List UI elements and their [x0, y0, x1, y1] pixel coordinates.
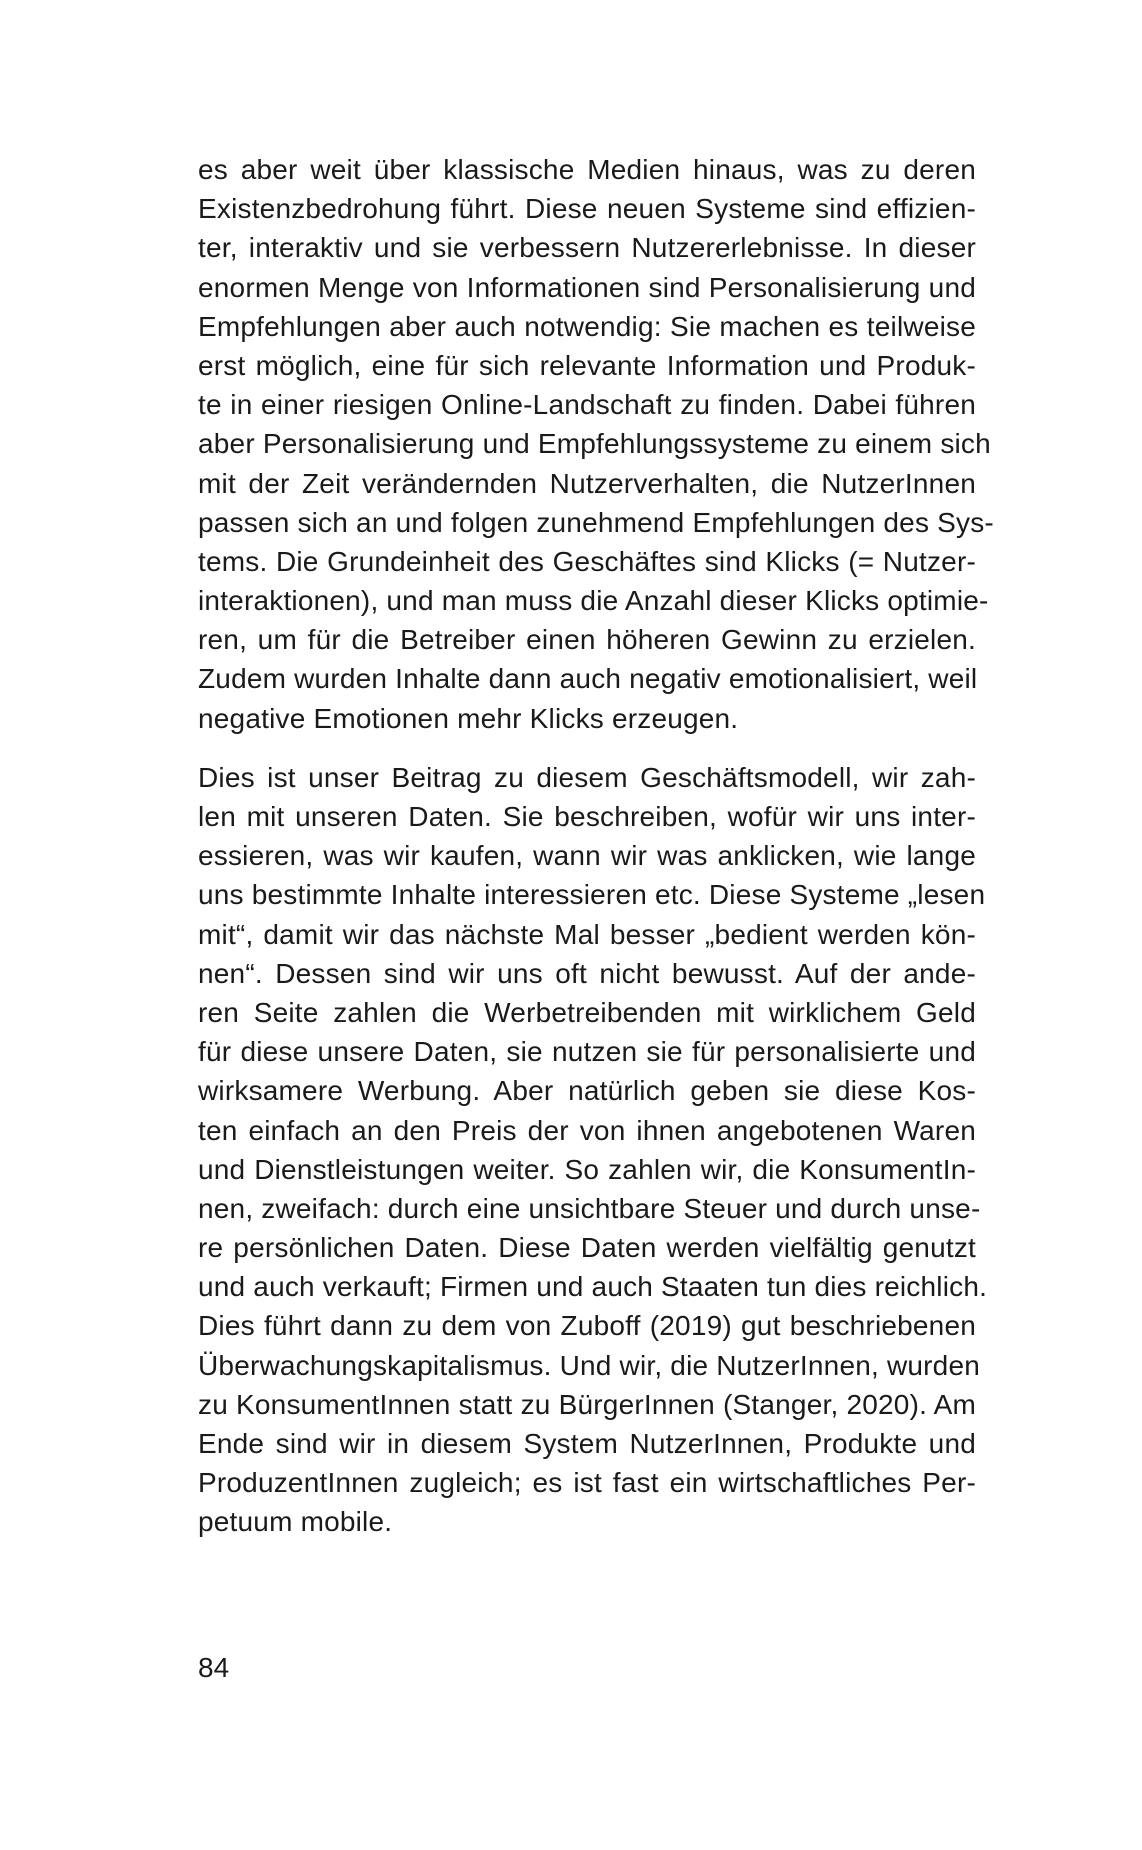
text-line: ten einfach an den Preis der von ihnen angebotenen Waren	[198, 1114, 976, 1146]
text-line: wirksamere Werbung. Aber natürlich geben sie diese Kos-	[198, 1075, 976, 1107]
text-line: enormen Menge von Informationen sind Personalisierung und	[198, 271, 976, 303]
text-line: uns bestimmte Inhalte interessieren etc. Diese Systeme „lesen	[198, 879, 986, 911]
text-line: len mit unseren Daten. Sie beschreiben, wofür wir uns inter-	[198, 801, 976, 832]
text-line: tems. Die Grundeinheit des Geschäftes sind Klicks (= Nutzer-	[198, 545, 976, 577]
text-line: Existenzbedrohung führt. Diese neuen Systeme sind effizien-	[198, 193, 976, 225]
text-line: mit der Zeit verändernden Nutzerverhalten, die NutzerInnen	[198, 467, 976, 499]
text-line: passen sich an und folgen zunehmend Empfehlungen des Sys-	[198, 506, 994, 538]
text-line: aber Personalisierung und Empfehlungssysteme zu einem sich	[198, 428, 991, 460]
text-line: Überwachungskapitalismus. Und wir, die NutzerInnen, wurden	[198, 1349, 980, 1381]
text-line: und Dienstleistungen weiter. So zahlen wir, die KonsumentIn-	[198, 1153, 976, 1185]
text-line: te in einer riesigen Online-Landschaft zu finden. Dabei führen	[198, 389, 976, 421]
text-line: erst möglich, eine für sich relevante Information und Produk-	[198, 349, 976, 381]
text-line: interaktionen), und man muss die Anzahl dieser Klicks optimie-	[198, 585, 989, 617]
page-number: 84	[198, 1652, 230, 1683]
text-line: es aber weit über klassische Medien hinaus, was zu deren	[198, 154, 976, 185]
text-line: ren Seite zahlen die Werbetreibenden mit wirklichem Geld	[198, 996, 976, 1028]
text-line: und auch verkauft; Firmen und auch Staaten tun dies reichlich.	[198, 1271, 988, 1303]
text-line: essieren, was wir kaufen, wann wir was anklicken, wie lange	[198, 840, 976, 872]
text-line: petuum mobile.	[198, 1506, 393, 1538]
text-line: nen“. Dessen sind wir uns oft nicht bewusst. Auf der ande-	[198, 957, 976, 989]
text-line: ProduzentInnen zugleich; es ist fast ein wirtschaftliches Per-	[198, 1467, 976, 1499]
text-line: re persönlichen Daten. Diese Daten werden vielfältig genutzt	[198, 1232, 976, 1264]
text-line: nen, zweifach: durch eine unsichtbare Steuer und durch unse-	[198, 1192, 981, 1224]
text-line: mit“, damit wir das nächste Mal besser „bedient werden kön-	[198, 918, 976, 950]
text-line: ren, um für die Betreiber einen höheren Gewinn zu erzielen.	[198, 624, 976, 656]
text-line: negative Emotionen mehr Klicks erzeugen.	[198, 702, 739, 734]
text-line: zu KonsumentInnen statt zu BürgerInnen (Stanger, 2020). Am	[198, 1388, 976, 1420]
text-line: Dies ist unser Beitrag zu diesem Geschäftsmodell, wir zah-	[198, 761, 976, 793]
body-text	[198, 150, 994, 1542]
text-line: Dies führt dann zu dem von Zuboff (2019) gut beschriebenen	[198, 1310, 976, 1342]
text-line: für diese unsere Daten, sie nutzen sie für personalisierte und	[198, 1036, 976, 1068]
text-line: ter, interaktiv und sie verbessern Nutzererlebnisse. In dieser	[198, 232, 976, 264]
text-line: Zudem wurden Inhalte dann auch negativ emotionalisiert, weil	[198, 663, 978, 695]
paragraph-2	[198, 758, 988, 1542]
paragraph-1	[198, 150, 994, 738]
text-line: Ende sind wir in diesem System NutzerInnen, Produkte und	[198, 1428, 976, 1459]
text-line: Empfehlungen aber auch notwendig: Sie machen es teilweise	[198, 310, 976, 342]
